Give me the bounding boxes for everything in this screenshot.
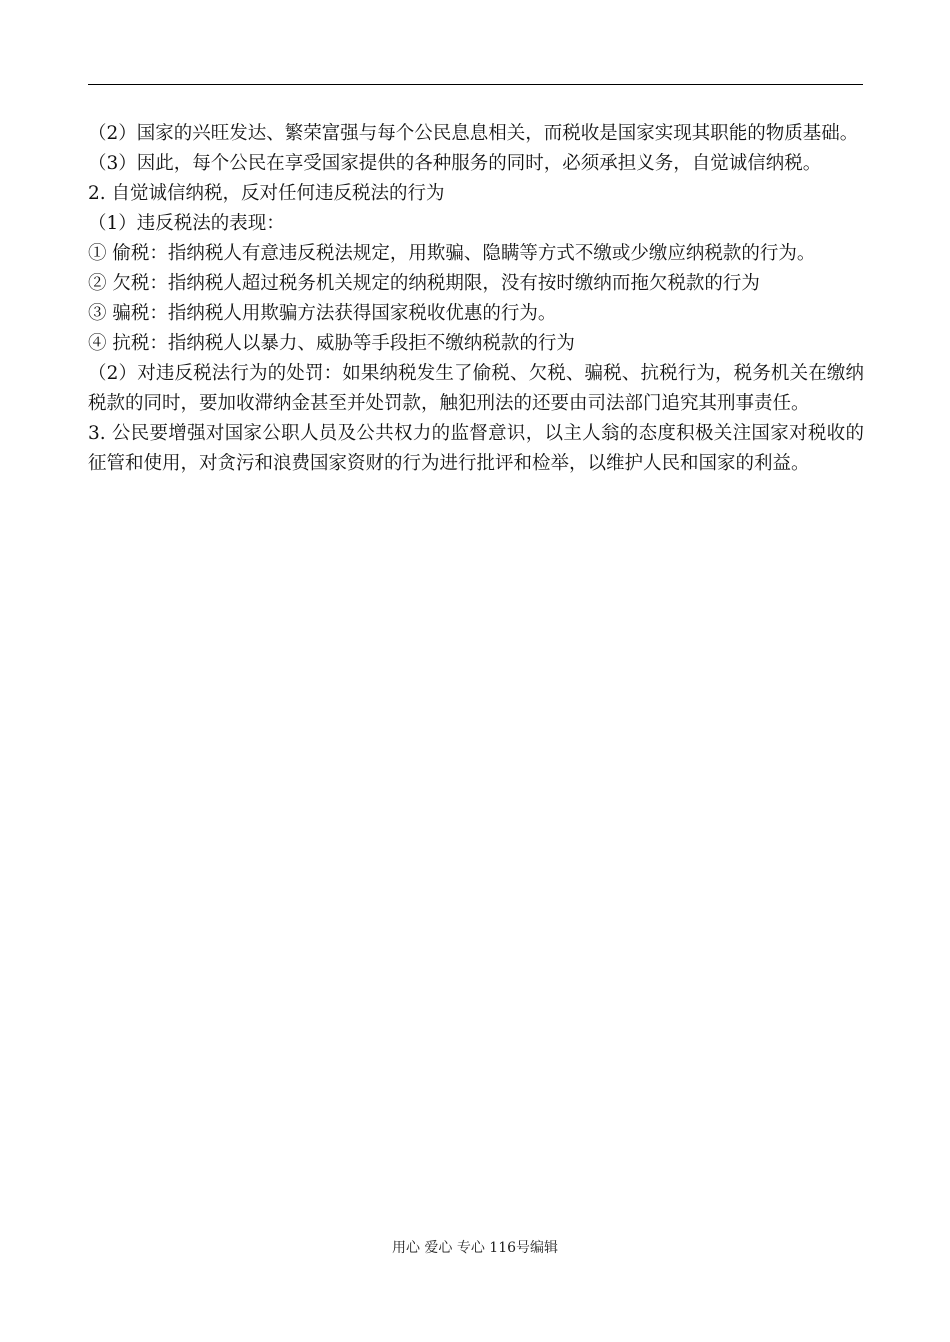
paragraph: （2）国家的兴旺发达、繁荣富强与每个公民息息相关，而税收是国家实现其职能的物质基础。 [88, 123, 859, 144]
paragraph: （1）违反税法的表现： [88, 213, 285, 234]
paragraph: ④ 抗税：指纳税人以暴力、威胁等手段拒不缴纳税款的行为 [88, 333, 575, 354]
paragraph: （3）因此，每个公民在享受国家提供的各种服务的同时，必须承担义务，自觉诚信纳税。 [88, 153, 822, 174]
paragraph: 3. 公民要增强对国家公职人员及公共权力的监督意识，以主人翁的态度积极关注国家对税收的征管和使用，对贪污和浪费国家资财的行为进行批评和检举，以维护人民和国家的利益。 [88, 423, 864, 474]
document-body [88, 119, 864, 479]
paragraph: 2. 自觉诚信纳税，反对任何违反税法的行为 [88, 183, 445, 204]
paragraph: ② 欠税：指纳税人超过税务机关规定的纳税期限，没有按时缴纳而拖欠税款的行为 [88, 273, 760, 294]
paragraph: ① 偷税：指纳税人有意违反税法规定，用欺骗、隐瞒等方式不缴或少缴应纳税款的行为。 [88, 243, 816, 264]
page-footer: 用心 爱心 专心 116号编辑 [391, 1240, 559, 1256]
paragraph: （2）对违反税法行为的处罚：如果纳税发生了偷税、欠税、骗税、抗税行为，税务机关在缴纳税款的同时，要加收滞纳金甚至并处罚款，触犯刑法的还要由司法部门追究其刑事责任。 [88, 363, 864, 414]
paragraph: ③ 骗税：指纳税人用欺骗方法获得国家税收优惠的行为。 [88, 303, 557, 324]
header-rule [88, 84, 863, 85]
